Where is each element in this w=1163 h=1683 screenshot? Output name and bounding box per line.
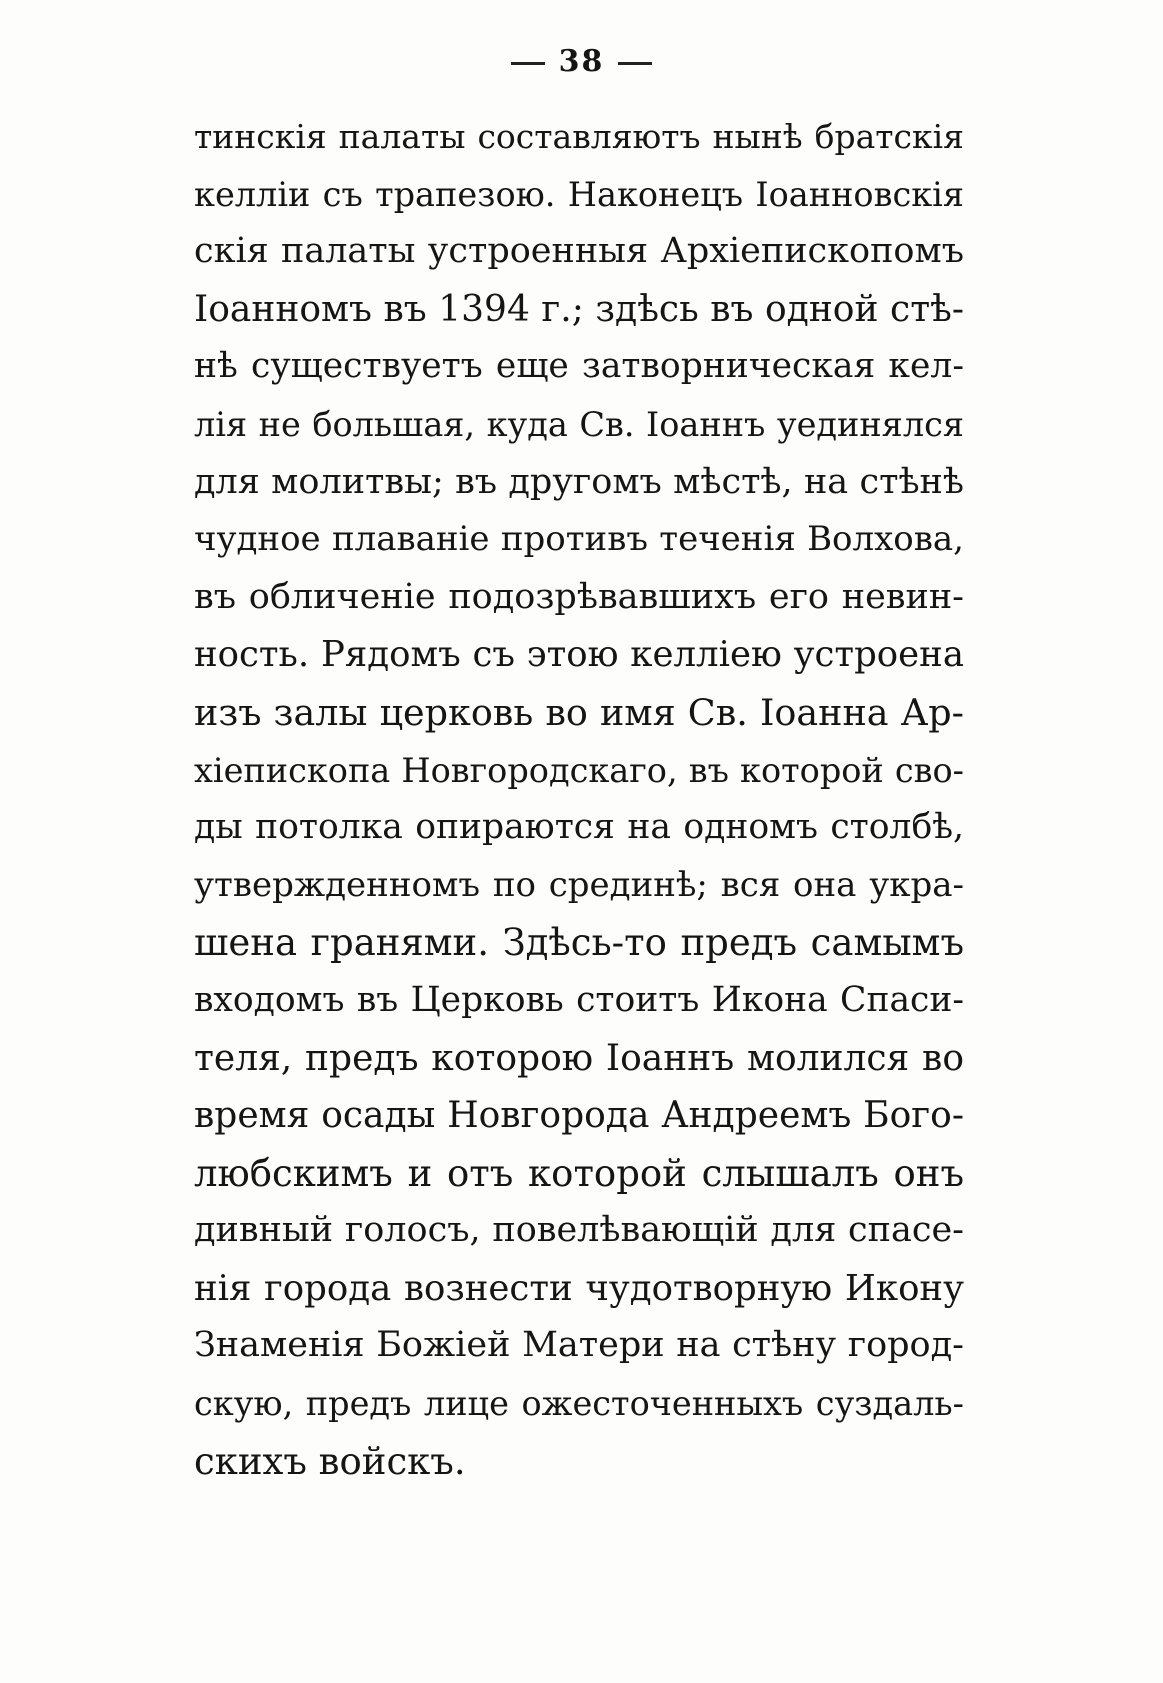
text-line: шена гранями. Здѣсь-то предъ самымъ (194, 921, 964, 965)
text-line: нѣ существуетъ еще затворническая кел- (194, 346, 964, 387)
page-header (0, 42, 1163, 82)
text-line: утвержденномъ по срединѣ; вся она укра- (194, 864, 964, 905)
text-line: любскимъ и отъ которой слышалъ онъ (194, 1151, 964, 1195)
text-line: лія не большая, куда Св. Іоаннъ уединялся (194, 404, 964, 444)
text-line: ность. Рядомъ съ этою келліею устроена (194, 634, 964, 676)
body-text (194, 108, 964, 1490)
text-line: келліи съ трапезою. Наконецъ Іоанновскія (194, 174, 964, 214)
text-line: тинскія палаты составляютъ нынѣ братскія (194, 117, 964, 156)
text-line: изъ залы церковь во имя Св. Іоанна Ар- (194, 690, 964, 734)
text-line: скую, предъ лице ожесточенныхъ суздаль- (194, 1384, 964, 1424)
text-line: скія палаты устроенныя Архіепископомъ (194, 231, 964, 272)
text-line: скихъ войскъ. (194, 1439, 466, 1483)
text-line: ды потолка опираются на одномъ столбѣ, (194, 807, 964, 848)
text-line: Іоанномъ въ 1394 г.; здѣсь въ одной стѣ- (194, 288, 964, 330)
text-line: теля, предъ которою Іоаннъ молился во (194, 1037, 964, 1079)
page-number: 38 (558, 44, 605, 79)
text-line: чудное плаваніе противъ теченія Волхова, (194, 519, 964, 560)
text-line: нія города вознести чудотворную Икону (194, 1267, 964, 1309)
text-line: Знаменія Божіей Матери на стѣну город- (194, 1325, 964, 1366)
text-line: хіепископа Новгородскаго, въ которой сво- (194, 750, 964, 790)
text-line: въ обличеніе подозрѣвавшихъ его невин- (194, 576, 964, 617)
text-line: входомъ въ Церковь стоитъ Икона Спаси- (194, 979, 964, 1020)
header-dash-left (511, 62, 545, 65)
text-line: время осады Новгорода Андреемъ Бого- (194, 1095, 964, 1137)
header-dash-right (618, 62, 652, 65)
text-line: для молитвы; въ другомъ мѣстѣ, на стѣнѣ (194, 461, 964, 502)
text-line: дивный голосъ, повелѣвающій для спасе- (194, 1210, 964, 1251)
